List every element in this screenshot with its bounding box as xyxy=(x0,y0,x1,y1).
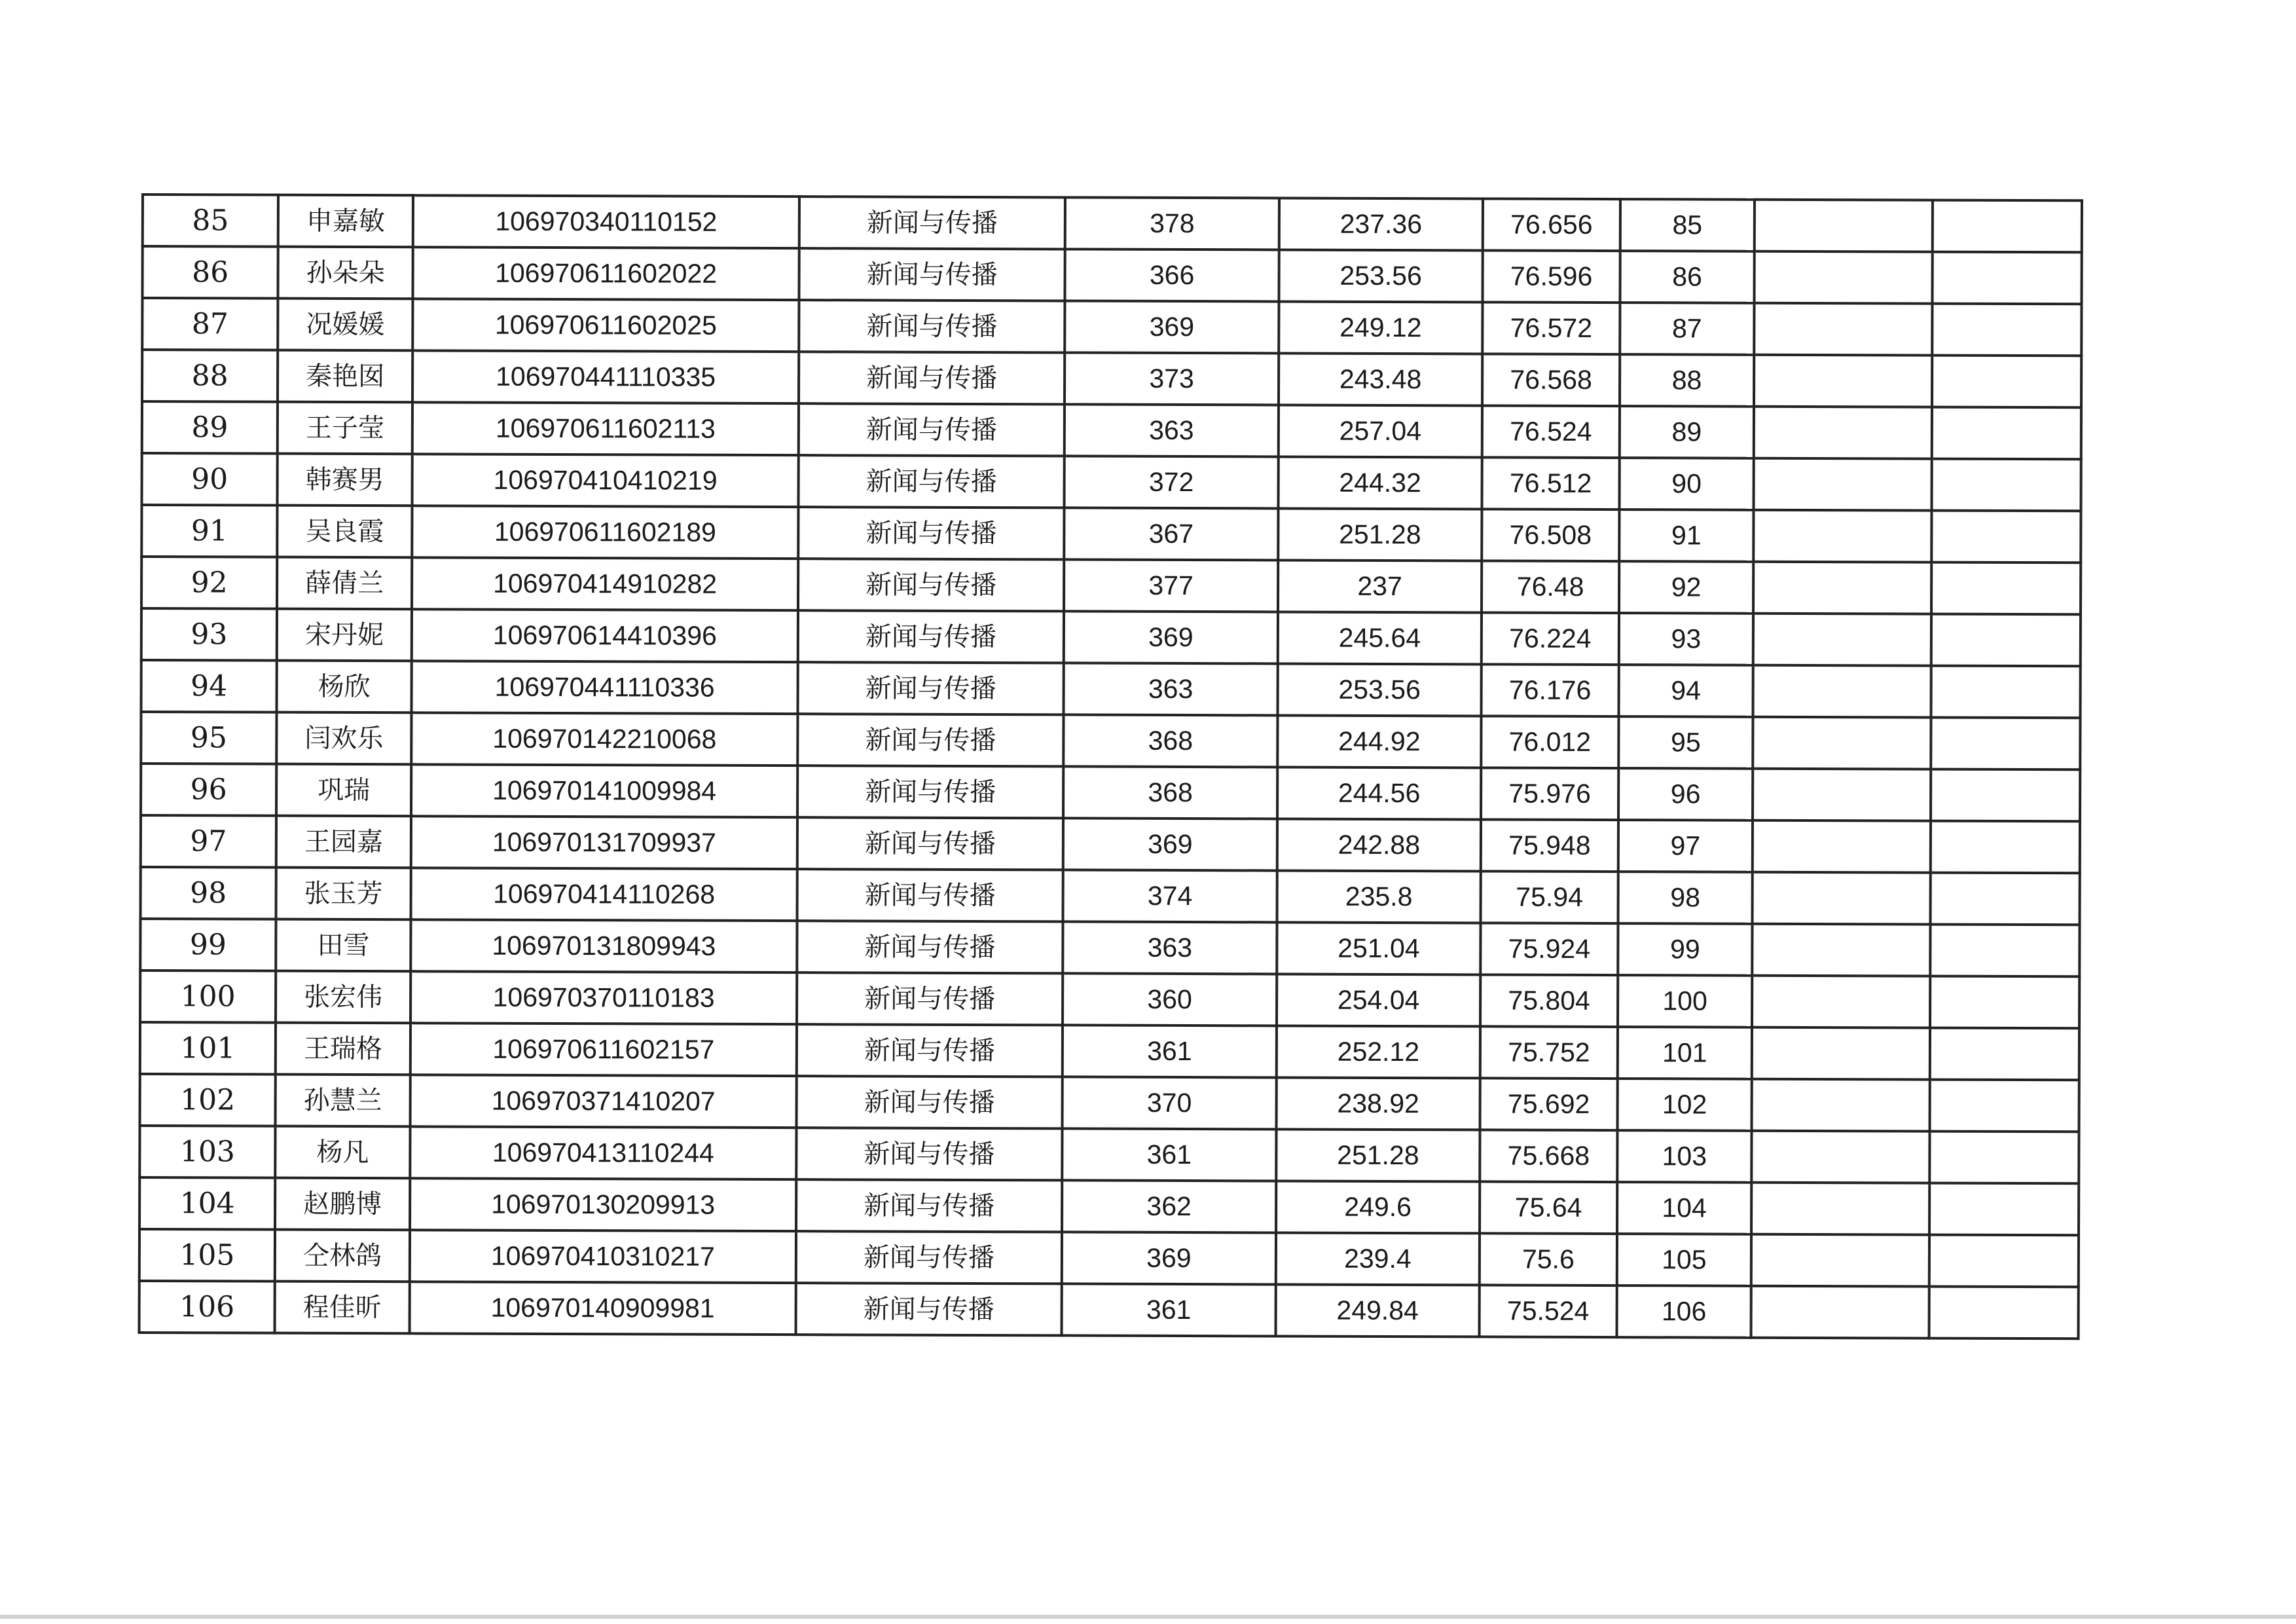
cell-blank-a xyxy=(1751,1131,1929,1183)
cell-initial-score: 360 xyxy=(1063,973,1277,1025)
cell-blank-a xyxy=(1753,665,1931,718)
cell-total-score: 76.512 xyxy=(1482,457,1619,509)
cell-seq: 89 xyxy=(142,401,278,454)
cell-blank-a xyxy=(1754,303,1932,356)
cell-total-score: 75.976 xyxy=(1481,767,1618,820)
cell-major: 新闻与传播 xyxy=(797,766,1063,818)
cell-major: 新闻与传播 xyxy=(799,196,1065,249)
cell-rank: 96 xyxy=(1618,768,1753,821)
cell-major: 新闻与传播 xyxy=(798,610,1064,663)
cell-name: 薛倩兰 xyxy=(277,557,412,610)
cell-initial-score: 362 xyxy=(1062,1180,1276,1232)
cell-exam-id: 106970611602157 xyxy=(410,1023,797,1076)
cell-name: 杨欣 xyxy=(277,661,412,713)
cell-seq: 92 xyxy=(141,557,277,609)
cell-seq: 105 xyxy=(139,1229,275,1282)
cell-major: 新闻与传播 xyxy=(797,1076,1063,1128)
cell-initial-score: 367 xyxy=(1064,507,1278,560)
cell-seq: 94 xyxy=(141,660,277,712)
cell-major: 新闻与传播 xyxy=(797,972,1063,1025)
cell-name: 张玉芳 xyxy=(276,868,411,920)
cell-exam-id: 106970611602025 xyxy=(412,299,799,352)
cell-total-score: 76.568 xyxy=(1482,354,1620,406)
cell-seq: 90 xyxy=(142,453,278,506)
cell-rank: 103 xyxy=(1617,1130,1751,1183)
cell-seq: 103 xyxy=(139,1126,275,1178)
cell-initial-score: 369 xyxy=(1063,818,1277,870)
cell-total-score: 75.692 xyxy=(1480,1078,1618,1130)
cell-seq: 86 xyxy=(142,246,278,299)
cell-exam-id: 106970130209913 xyxy=(410,1178,796,1231)
cell-blank-b xyxy=(1930,1080,2079,1132)
cell-total-score: 75.924 xyxy=(1480,923,1618,975)
cell-total-score: 75.668 xyxy=(1480,1130,1617,1182)
table-row xyxy=(141,712,2080,769)
cell-blank-b xyxy=(1932,252,2081,304)
cell-major: 新闻与传播 xyxy=(796,1128,1062,1180)
cell-exam-id: 106970611602189 xyxy=(412,506,798,559)
cell-second-score: 251.28 xyxy=(1276,1129,1480,1181)
cell-rank: 104 xyxy=(1617,1182,1751,1234)
cell-exam-id: 106970441110336 xyxy=(412,661,798,714)
cell-blank-a xyxy=(1753,614,1931,666)
cell-name: 程佳昕 xyxy=(275,1282,410,1334)
cell-seq: 100 xyxy=(140,970,276,1023)
cell-seq: 87 xyxy=(142,298,278,350)
table-row xyxy=(141,505,2081,563)
cell-blank-a xyxy=(1751,1286,1929,1338)
cell-major: 新闻与传播 xyxy=(798,662,1064,714)
cell-initial-score: 368 xyxy=(1063,766,1277,819)
cell-major: 新闻与传播 xyxy=(798,507,1064,559)
cell-exam-id: 106970410410219 xyxy=(412,454,799,507)
cell-seq: 93 xyxy=(141,608,277,661)
cell-blank-a xyxy=(1753,821,1931,873)
cell-blank-b xyxy=(1929,1183,2079,1236)
cell-blank-b xyxy=(1930,1028,2079,1080)
table-row xyxy=(141,557,2081,614)
cell-blank-b xyxy=(1931,459,2081,511)
cell-major: 新闻与传播 xyxy=(797,817,1063,870)
cell-major: 新闻与传播 xyxy=(799,248,1065,301)
cell-seq: 95 xyxy=(141,712,276,764)
cell-initial-score: 370 xyxy=(1063,1077,1277,1129)
cell-rank: 85 xyxy=(1620,199,1755,251)
cell-blank-a xyxy=(1752,924,1930,976)
cell-second-score: 237.36 xyxy=(1279,198,1483,250)
cell-total-score: 76.508 xyxy=(1482,509,1619,561)
table-row xyxy=(141,867,2080,925)
cell-blank-a xyxy=(1752,1079,1930,1132)
cell-exam-id: 106970414910282 xyxy=(412,557,798,610)
cell-rank: 102 xyxy=(1618,1079,1752,1131)
table-row xyxy=(142,298,2081,356)
cell-name: 王园嘉 xyxy=(276,816,411,868)
cell-rank: 101 xyxy=(1618,1027,1752,1079)
cell-major: 新闻与传播 xyxy=(799,352,1065,404)
cell-second-score: 245.64 xyxy=(1278,612,1482,664)
cell-blank-b xyxy=(1930,976,2079,1029)
cell-blank-b xyxy=(1931,563,2081,615)
cell-second-score: 251.04 xyxy=(1277,922,1480,974)
cell-blank-a xyxy=(1753,872,1931,925)
cell-initial-score: 377 xyxy=(1064,559,1278,612)
cell-rank: 89 xyxy=(1620,406,1754,458)
cell-name: 宋丹妮 xyxy=(277,609,412,661)
cell-major: 新闻与传播 xyxy=(796,1231,1062,1283)
cell-initial-score: 368 xyxy=(1063,714,1277,767)
cell-rank: 86 xyxy=(1620,251,1754,303)
cell-total-score: 75.64 xyxy=(1480,1181,1617,1234)
cell-initial-score: 361 xyxy=(1062,1283,1276,1336)
cell-exam-id: 106970413110244 xyxy=(410,1126,796,1179)
cell-name: 赵鹏博 xyxy=(275,1178,410,1230)
cell-total-score: 76.524 xyxy=(1482,405,1620,458)
cell-name: 巩瑞 xyxy=(276,764,411,817)
cell-total-score: 75.524 xyxy=(1480,1285,1617,1337)
cell-initial-score: 378 xyxy=(1065,197,1279,249)
cell-second-score: 237 xyxy=(1278,560,1482,612)
table-row xyxy=(140,1074,2079,1132)
cell-total-score: 75.752 xyxy=(1480,1026,1618,1079)
cell-name: 仝林鸽 xyxy=(275,1230,410,1282)
cell-rank: 87 xyxy=(1620,303,1754,355)
cell-seq: 91 xyxy=(141,505,277,557)
score-table xyxy=(138,193,2083,1340)
cell-major: 新闻与传播 xyxy=(798,559,1064,611)
cell-blank-b xyxy=(1931,873,2080,925)
table-row xyxy=(141,608,2081,666)
cell-initial-score: 366 xyxy=(1065,249,1279,301)
cell-exam-id: 106970611602022 xyxy=(412,247,799,300)
cell-second-score: 238.92 xyxy=(1277,1077,1480,1130)
cell-exam-id: 106970340110152 xyxy=(413,195,799,248)
cell-initial-score: 369 xyxy=(1065,301,1279,353)
cell-second-score: 249.84 xyxy=(1276,1284,1480,1337)
cell-major: 新闻与传播 xyxy=(797,1024,1063,1077)
cell-blank-a xyxy=(1752,1027,1930,1080)
cell-name: 韩赛男 xyxy=(278,454,412,506)
cell-blank-b xyxy=(1929,1235,2079,1287)
cell-major: 新闻与传播 xyxy=(796,1283,1062,1335)
cell-blank-a xyxy=(1751,1234,1929,1287)
cell-name: 申嘉敏 xyxy=(278,195,413,248)
table-row xyxy=(139,1177,2079,1235)
table-row xyxy=(142,453,2081,511)
cell-second-score: 244.56 xyxy=(1277,767,1481,819)
cell-blank-a xyxy=(1751,1183,1929,1235)
cell-blank-b xyxy=(1932,304,2081,356)
cell-blank-b xyxy=(1932,356,2081,408)
cell-exam-id: 106970414110268 xyxy=(411,868,797,921)
cell-initial-score: 374 xyxy=(1063,870,1277,922)
cell-exam-id: 106970131709937 xyxy=(411,816,797,869)
cell-major: 新闻与传播 xyxy=(799,300,1065,352)
cell-blank-a xyxy=(1753,510,1931,563)
cell-blank-b xyxy=(1932,407,2081,460)
cell-second-score: 239.4 xyxy=(1276,1232,1480,1285)
cell-total-score: 75.948 xyxy=(1481,819,1618,872)
cell-major: 新闻与传播 xyxy=(796,1179,1062,1232)
cell-second-score: 249.12 xyxy=(1279,301,1482,354)
cell-exam-id: 106970141009984 xyxy=(411,764,797,817)
cell-total-score: 76.176 xyxy=(1482,664,1619,716)
table-row xyxy=(140,919,2079,976)
cell-second-score: 235.8 xyxy=(1277,870,1481,923)
cell-blank-b xyxy=(1933,200,2082,253)
cell-rank: 98 xyxy=(1618,872,1753,924)
cell-name: 秦艳囡 xyxy=(278,350,412,403)
table-row xyxy=(143,194,2082,252)
cell-exam-id: 106970142210068 xyxy=(411,712,797,766)
cell-major: 新闻与传播 xyxy=(797,714,1063,766)
cell-name: 杨凡 xyxy=(275,1126,410,1179)
cell-exam-id: 106970131809943 xyxy=(410,919,797,972)
cell-second-score: 257.04 xyxy=(1279,405,1482,457)
cell-blank-a xyxy=(1755,200,1933,252)
cell-second-score: 242.88 xyxy=(1277,819,1481,871)
table-row xyxy=(142,350,2081,407)
cell-exam-id: 106970614410396 xyxy=(412,609,798,662)
cell-rank: 92 xyxy=(1619,561,1753,614)
cell-second-score: 249.6 xyxy=(1276,1181,1480,1233)
cell-total-score: 76.596 xyxy=(1482,250,1620,303)
scan-edge-line xyxy=(0,1615,2296,1619)
cell-seq: 98 xyxy=(141,867,276,919)
cell-blank-b xyxy=(1930,925,2079,977)
cell-second-score: 243.48 xyxy=(1279,353,1482,405)
cell-major: 新闻与传播 xyxy=(799,403,1065,456)
cell-blank-a xyxy=(1754,355,1932,407)
cell-rank: 91 xyxy=(1619,509,1753,562)
cell-blank-a xyxy=(1753,769,1931,821)
cell-blank-a xyxy=(1753,717,1931,769)
cell-blank-b xyxy=(1929,1287,2079,1339)
cell-exam-id: 106970371410207 xyxy=(410,1075,797,1128)
cell-second-score: 252.12 xyxy=(1277,1025,1480,1078)
cell-major: 新闻与传播 xyxy=(798,455,1064,507)
cell-initial-score: 361 xyxy=(1063,1025,1277,1077)
cell-second-score: 254.04 xyxy=(1277,974,1480,1026)
cell-name: 张宏伟 xyxy=(276,971,410,1024)
cell-seq: 102 xyxy=(140,1074,276,1126)
cell-total-score: 75.804 xyxy=(1480,974,1618,1027)
cell-total-score: 76.48 xyxy=(1482,561,1619,613)
cell-blank-b xyxy=(1931,769,2080,822)
cell-exam-id: 106970370110183 xyxy=(410,971,797,1024)
table-row xyxy=(141,660,2081,718)
table-row xyxy=(141,815,2080,873)
score-table-body xyxy=(139,194,2082,1338)
cell-exam-id: 106970441110335 xyxy=(412,350,799,403)
table-row xyxy=(142,246,2081,304)
cell-total-score: 76.224 xyxy=(1482,612,1619,665)
cell-rank: 93 xyxy=(1619,613,1753,665)
table-row xyxy=(142,401,2081,459)
cell-blank-a xyxy=(1753,458,1931,511)
cell-name: 王子莹 xyxy=(278,402,412,454)
cell-exam-id: 106970140909981 xyxy=(410,1282,796,1335)
cell-initial-score: 369 xyxy=(1064,611,1278,663)
cell-total-score: 76.012 xyxy=(1481,716,1618,768)
cell-blank-a xyxy=(1754,251,1932,304)
cell-total-score: 76.656 xyxy=(1483,198,1620,251)
cell-rank: 94 xyxy=(1619,665,1753,717)
cell-second-score: 244.92 xyxy=(1277,715,1481,767)
cell-initial-score: 363 xyxy=(1064,663,1278,715)
cell-blank-b xyxy=(1931,718,2080,770)
cell-second-score: 253.56 xyxy=(1278,663,1482,716)
table-row xyxy=(140,970,2079,1028)
cell-seq: 96 xyxy=(141,764,276,816)
cell-name: 闫欢乐 xyxy=(276,712,411,765)
cell-exam-id: 106970611602113 xyxy=(412,402,799,455)
cell-second-score: 253.56 xyxy=(1279,249,1482,302)
table-row xyxy=(139,1126,2079,1183)
table-row xyxy=(139,1281,2079,1338)
cell-rank: 100 xyxy=(1618,975,1752,1027)
cell-blank-a xyxy=(1752,976,1930,1028)
cell-name: 田雪 xyxy=(276,919,410,972)
cell-blank-a xyxy=(1753,562,1931,614)
cell-seq: 88 xyxy=(142,350,278,402)
cell-blank-b xyxy=(1929,1132,2079,1184)
cell-seq: 101 xyxy=(140,1022,276,1075)
cell-blank-b xyxy=(1931,511,2081,563)
table-row xyxy=(140,1022,2079,1080)
cell-name: 况媛媛 xyxy=(278,299,412,351)
cell-rank: 99 xyxy=(1618,923,1752,976)
cell-major: 新闻与传播 xyxy=(797,921,1063,973)
cell-rank: 106 xyxy=(1617,1285,1751,1338)
table-row xyxy=(139,1229,2079,1287)
cell-second-score: 251.28 xyxy=(1278,508,1482,561)
cell-rank: 97 xyxy=(1618,820,1753,872)
cell-rank: 105 xyxy=(1617,1234,1751,1286)
cell-exam-id: 106970410310217 xyxy=(410,1230,796,1283)
cell-blank-b xyxy=(1931,821,2080,874)
cell-rank: 95 xyxy=(1618,716,1753,769)
cell-blank-a xyxy=(1754,407,1932,459)
cell-seq: 104 xyxy=(139,1177,275,1230)
cell-blank-b xyxy=(1931,614,2081,667)
cell-major: 新闻与传播 xyxy=(797,869,1063,921)
cell-second-score: 244.32 xyxy=(1278,456,1482,509)
cell-total-score: 76.572 xyxy=(1482,302,1620,354)
cell-total-score: 75.6 xyxy=(1480,1233,1617,1285)
cell-initial-score: 369 xyxy=(1062,1232,1276,1284)
cell-rank: 88 xyxy=(1620,354,1754,407)
cell-name: 孙慧兰 xyxy=(276,1075,410,1127)
cell-initial-score: 372 xyxy=(1064,456,1278,508)
cell-rank: 90 xyxy=(1619,458,1753,510)
cell-seq: 99 xyxy=(140,919,276,971)
cell-name: 吴良霞 xyxy=(277,506,412,558)
cell-initial-score: 373 xyxy=(1065,352,1279,405)
cell-name: 孙朵朵 xyxy=(278,247,412,299)
cell-total-score: 75.94 xyxy=(1481,871,1618,923)
cell-name: 王瑞格 xyxy=(276,1023,410,1075)
cell-seq: 106 xyxy=(139,1281,275,1333)
cell-initial-score: 363 xyxy=(1063,921,1277,974)
table-row xyxy=(141,764,2080,821)
cell-blank-b xyxy=(1931,666,2080,718)
cell-seq: 85 xyxy=(143,194,278,247)
cell-seq: 97 xyxy=(141,815,276,868)
cell-initial-score: 361 xyxy=(1062,1128,1276,1181)
cell-initial-score: 363 xyxy=(1065,404,1279,456)
